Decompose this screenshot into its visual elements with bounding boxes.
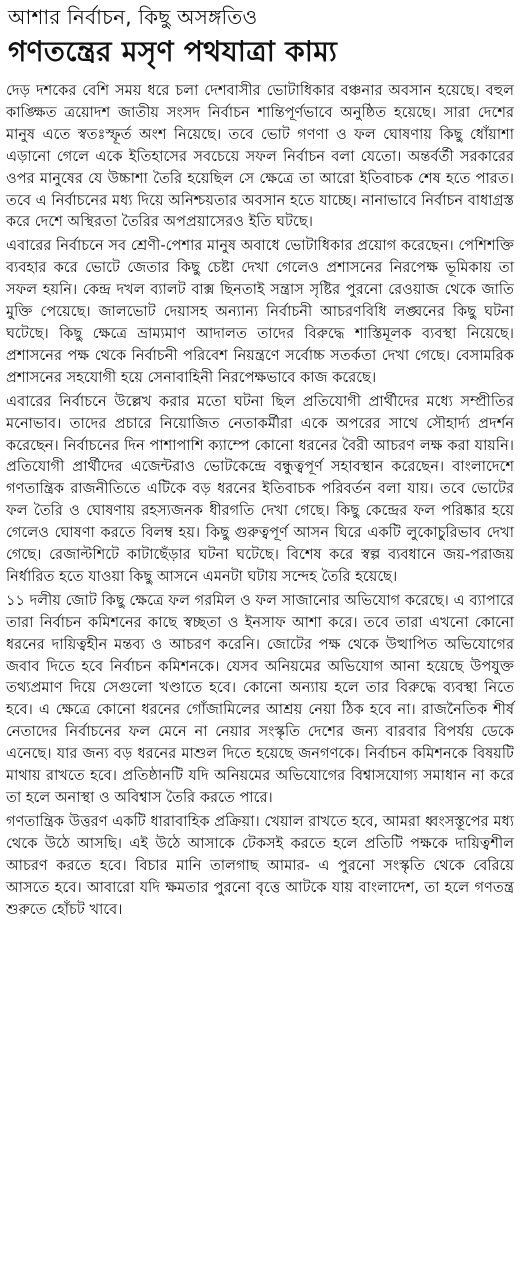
article-kicker: আশার নির্বাচন, কিছু অসঙ্গতিও — [8, 5, 258, 29]
article-paragraph: দেড় দশকের বেশি সময় ধরে চলা দেশবাসীর ভোটাধিকার বঞ্চনার অবসান হয়েছে। বহুল কাঙ্ক্ষিত ত্রয়োদশ জাতীয় সংসদ নির্বাচন শান্তিপূর্ণভাবে অনুষ্ঠিত হয়েছে। সারা দেশের মানুষ এতে স্বতঃস্ফূর্ত অংশ নিয়েছে। তবে ভোট গণণা ও ফল ঘোষণায় কিছু ধোঁয়াশা এড়ানো গেলে একে ইতিহাসের সবচেয়ে সফল নির্বাচন বলা যেতো। অন্তর্বর্তী সরকারের ওপর মানুষের যে উচ্চাশা তৈরি হয়েছিল সে ক্ষেত্রে তা আরো ইতিবাচক শেষ হতে পারত। তবে এ নির্বাচনের মধ্য দিয়ে অনিশ্চয়তার অবসান হতে যাচ্ছে। নানাভাবে নির্বাচন বাধাগ্রস্ত করে দেশে অস্থিরতা তৈরির অপপ্রয়াসেরও ইতি ঘটছে। — [6, 82, 514, 231]
article-headline: গণতন্ত্রের মসৃণ পথযাত্রা কাম্য — [8, 35, 338, 68]
article-paragraph: এবারের নির্বাচনে সব শ্রেণী-পেশার মানুষ অবাধে ভোটাধিকার প্রয়োগ করেছেন। পেশিশক্তি ব্যবহার করে ভোটে জেতার কিছু চেষ্টা দেখা গেলেও প্রশাসনের নিরপেক্ষ ভূমিকায় তা সফল হয়নি। কেন্দ্র দখল ব্যালট বাক্স ছিনতাই সন্ত্রাস সৃষ্টির পুরনো রেওয়াজ থেকে জাতি মুক্তি পেয়েছে। জালভোট দেয়াসহ অন্যান্য নির্বাচনী আচরণবিধি লঙ্ঘনের কিছু ঘটনা ঘটেছে। কিছু ক্ষেত্রে ভ্রাম্যমাণ আদালত তাদের বিরুদ্ধে শাস্তিমূলক ব্যবস্থা নিয়েছে। প্রশাসনের পক্ষ থেকে নির্বাচনী পরিবেশ নিয়ন্ত্রণে সর্বোচ্চ সতর্কতা দেখা গেছে। বেসামরিক প্রশাসনের সহযোগী হয়ে সেনাবাহিনী নিরপেক্ষভাবে কাজ করেছে। — [6, 237, 514, 386]
article-paragraph: এবারের নির্বাচনে উল্লেখ করার মতো ঘটনা ছিল প্রতিযোগী প্রার্থীদের মধ্যে সম্প্রীতির মনোভাব। তাদের প্রচারে নিয়োজিত নেতাকর্মীরা একে অপরের সাথে সৌহার্দ্য প্রদর্শন করেছেন। নির্বাচনের দিন পাশাপাশি ক্যাম্পে কোনো ধরনের বৈরী আচরণ লক্ষ করা যায়নি। প্রতিযোগী প্রার্থীদের এজেন্টরাও ভোটকেন্দ্রে বন্ধুত্বপূর্ণ সহাবস্থান করেছেন। বাংলাদেশে গণতান্ত্রিক রাজনীতিতে এটিকে বড় ধরনের ইতিবাচক পরিবর্তন বলা যায়। তবে ভোটের ফল তৈরি ও ঘোষণায় রহস্যজনক ধীরগতি দেখা গেছে। কিছু কেন্দ্রের ফল পরিষ্কার হয়ে গেলেও ঘোষণা করতে বিলম্ব হয়। কিছু গুরুত্বপূর্ণ আসন ঘিরে একটি লুকোচুরিভাব দেখা গেছে। রেজাল্টশিটে কাটাছেঁড়ার ঘটনা ঘটেছে। বিশেষ করে স্বল্প ব্যবধানে জয়-পরাজয় নির্ধারিত হতে যাওয়া কিছু আসনে এমনটা ঘটায় সন্দেহ তৈরি হয়েছে। — [6, 392, 514, 585]
article-body — [6, 80, 514, 920]
article-paragraph: গণতান্ত্রিক উত্তরণ একটি ধারাবাহিক প্রক্রিয়া। খেয়াল রাখতে হবে, আমরা ধ্বংসস্তূপের মধ্য থেকে উঠে আসছি। এই উঠে আসাকে টেকসই করতে হলে প্রতিটি পক্ষকে দায়িত্বশীল আচরণ করতে হবে। বিচার মানি তালগাছ আমার- এ পুরনো সংস্কৃতি থেকে বেরিয়ে আসতে হবে। আবারো যদি ক্ষমতার পুরনো বৃত্তে আটকে যায় বাংলাদেশ, তা হলে গণতন্ত্র শুরুতে হোঁচট খাবে। — [6, 812, 514, 918]
article-paragraph: ১১ দলীয় জোট কিছু ক্ষেত্রে ফল গরমিল ও ফল সাজানোর অভিযোগ করেছে। এ ব্যাপারে তারা নির্বাচন কমিশনের কাছে স্বচ্ছতা ও ইনসাফ আশা করে। তবে তারা এখনো কোনো ধরনের দায়িত্বহীন মন্তব্য ও আচরণ করেনি। জোটের পক্ষ থেকে উত্থাপিত অভিযোগের জবাব দিতে হবে নির্বাচন কমিশনকে। যেসব অনিয়মের অভিযোগ আনা হয়েছে উপযুক্ত তথ্যপ্রমাণ দিয়ে সেগুলো খণ্ডাতে হবে। কোনো অন্যায় হলে তার বিরুদ্ধে ব্যবস্থা নিতে হবে। এ ক্ষেত্রে কোনো ধরনের গোঁজামিলের আশ্রয় নেয়া ঠিক হবে না। রাজনৈতিক শীর্ষ নেতাদের নির্বাচনের ফল মেনে না নেয়ার সংস্কৃতি দেশের জন্য বারবার বিপর্যয় ডেকে এনেছে। যার জন্য বড় ধরনের মাশুল দিতে হয়েছে জনগণকে। নির্বাচন কমিশনকে বিষয়টি মাথায় রাখতে হবে। প্রতিষ্ঠানটি যদি অনিয়মের অভিযোগের বিশ্বাসযোগ্য সমাধান না করে তা হলে অনাস্থা ও অবিশ্বাস তৈরি করতে পারে। — [6, 591, 514, 806]
